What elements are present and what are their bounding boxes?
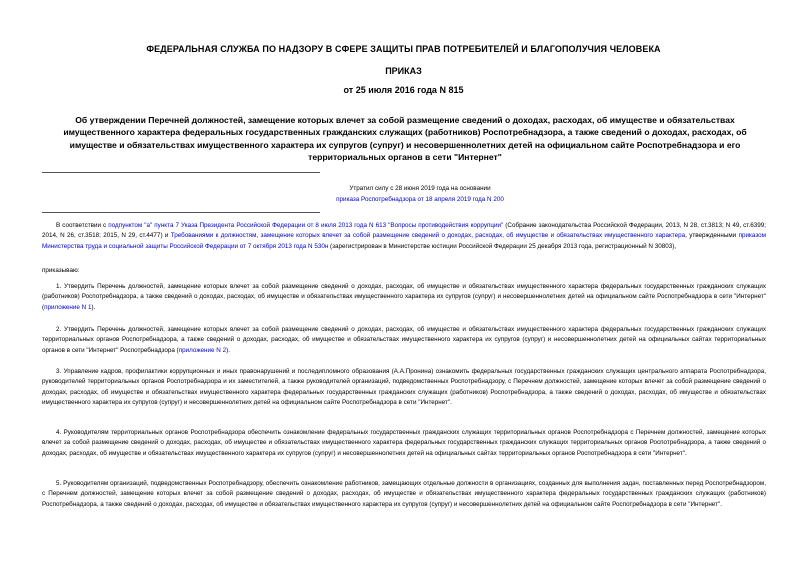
- item-5: 5. Руководителям организаций, подведомственных Роспотребнадзору, обеспечить ознакомление работников, замещающих отдельные должности в организациях, созданных для выполнения задач, поставленных перед Роспотребнадзором, с Перечнем должностей, замещение которых влечет за собой размещение сведений о доходах, расходах, об имуществе и обязательствах имущественного характера федеральных государственных гражданских служащих (работников) Роспотребнадзора, а также сведений о доходах, расходах, об имуществе и обязательствах имущественного характера их супругов (супруг) и несовершеннолетних детей на официальном сайте Роспотребнадзора в сети "Интернет".: [42, 480, 766, 508]
- preamble-paragraph: [42, 221, 766, 252]
- repeal-order-link[interactable]: приказа Роспотребнадзора от 18 апреля 2019 года N 200: [336, 196, 504, 203]
- appendix-2-link[interactable]: приложение N 2: [178, 346, 227, 354]
- item-1: [42, 282, 766, 313]
- document-date: от 25 июля 2016 года N 815: [343, 85, 464, 95]
- preamble-text-1: В соответствии с: [56, 222, 109, 229]
- divider-bottom: [42, 212, 320, 213]
- appendix-1-link[interactable]: приложение N 1: [44, 303, 92, 311]
- agency-name: ФЕДЕРАЛЬНАЯ СЛУЖБА ПО НАДЗОРУ В СФЕРЕ ЗАЩИТЫ ПРАВ ПОТРЕБИТЕЛЕЙ И БЛАГОПОЛУЧИЯ ЧЕЛОВЕКА: [146, 44, 661, 54]
- item-2-text: 2. Утвердить Перечень должностей, замещение которых влечет за собой размещение сведений о доходах, расходах, об имуществе и обязательствах имущественного характера федеральных государственных гражданских служащих территориальных органов Роспотребнадзора, а также сведений о доходах, расходах, об имуществе и обязательствах имущественного характера их супругов (супруг) и несовершеннолетних детей на официальных сайтах территориальных органов в сети "Интернет" Роспотребнадзора (: [42, 326, 766, 354]
- requirements-link[interactable]: Требованиями к должностям, замещение которых влечет за собой размещение сведений о доходах, расходах, об имуществе и обязательствах имущественного характера: [170, 232, 686, 240]
- preamble-text-3: , утвержденными: [685, 232, 739, 240]
- ministry-order-link[interactable]: приказом Министерства труда и социальной защиты Российской Федерации от 7 октября 2013 года N 530н: [42, 232, 766, 250]
- preamble-text-4: (зарегистрирован в Министерстве юстиции Российской Федерации 25 декабря 2013 года, регистрационный N 30803),: [328, 242, 677, 250]
- repeal-note: Утратил силу с 28 июня 2019 года на основании: [349, 185, 491, 192]
- order-word: приказываю:: [42, 267, 80, 274]
- document-title: Об утверждении Перечней должностей, замещение которых влечет за собой размещение сведений о доходах, расходах, об имуществе и обязательствах имущественного характера федеральных государственных гражданских служащих (работников) Роспотребнадзора, а также сведений о доходах, расходах, об имуществе и обязательствах имущественного характера их супругов (супруг) и несовершеннолетних детей на официальном сайте Роспотребнадзора и его территориальных органов в сети "Интернет": [63, 115, 747, 163]
- item-1-text: 1. Утвердить Перечень должностей, замещение которых влечет за собой размещение сведений о доходах, расходах, об имуществе и обязательствах имущественного характера федеральных государственных гражданских служащих (работников) Роспотребнадзора, а также сведений о доходах, расходах, об имуществе и обязательствах имущественного характера их супругов (супруг) и несовершеннолетних детей на официальном сайте Роспотребнадзора в сети "Интернет" (: [42, 283, 766, 311]
- decree-link[interactable]: подпунктом "а" пункта 7 Указа Президента Российской Федерации от 8 июля 2013 года N 613 "Вопросы противодействия коррупции": [108, 222, 504, 229]
- document-type: ПРИКАЗ: [385, 66, 422, 76]
- item-1-end: ).: [91, 303, 96, 311]
- item-2-end: ).: [226, 346, 230, 354]
- item-2: [42, 325, 766, 356]
- preamble-text-2: (Собрание законодательства Российской Федерации, 2013, N 28, ст.3813; N 49, ст.6399; 2014, N 26, ст.3518; 2015, N 29, ст.4477) и: [42, 222, 766, 240]
- item-3: 3. Управление кадров, профилактики коррупционных и иных правонарушений и последипломного образования (А.А.Пронина) ознакомить федеральных государственных гражданских служащих центрального аппарата Роспотребнадзора, руководителей территориальных органов Роспотребнадзора и их заместителей, а также руководителей организаций, подведомственных Роспотребнадзору, с Перечнем должностей, замещение которых влечет за собой размещение сведений о доходах, расходах, об имуществе и обязательствах имущественного характера федеральных государственных гражданских служащих (работников) Роспотребнадзора, а также сведений о доходах, расходах, об имуществе и обязательствах имущественного характера их супругов (супруг) и несовершеннолетних детей на официальном сайте Роспотребнадзора в сети "Интернет".: [42, 368, 766, 407]
- item-4: 4. Руководителям территориальных органов Роспотребнадзора обеспечить ознакомление федеральных государственных гражданских служащих территориальных органов Роспотребнадзора с Перечнем должностей, замещение которых влечет за собой размещение сведений о доходах, расходах, об имуществе и обязательствах имущественного характера федеральных государственных гражданских служащих территориальных органов Роспотребнадзора, а также сведений о доходах, расходах, об имуществе и обязательствах имущественного характера их супругов (супруг) и несовершеннолетних детей на официальных сайтах территориальных органов Роспотребнадзора в сети "Интернет".: [42, 429, 766, 457]
- divider-top: [42, 172, 320, 173]
